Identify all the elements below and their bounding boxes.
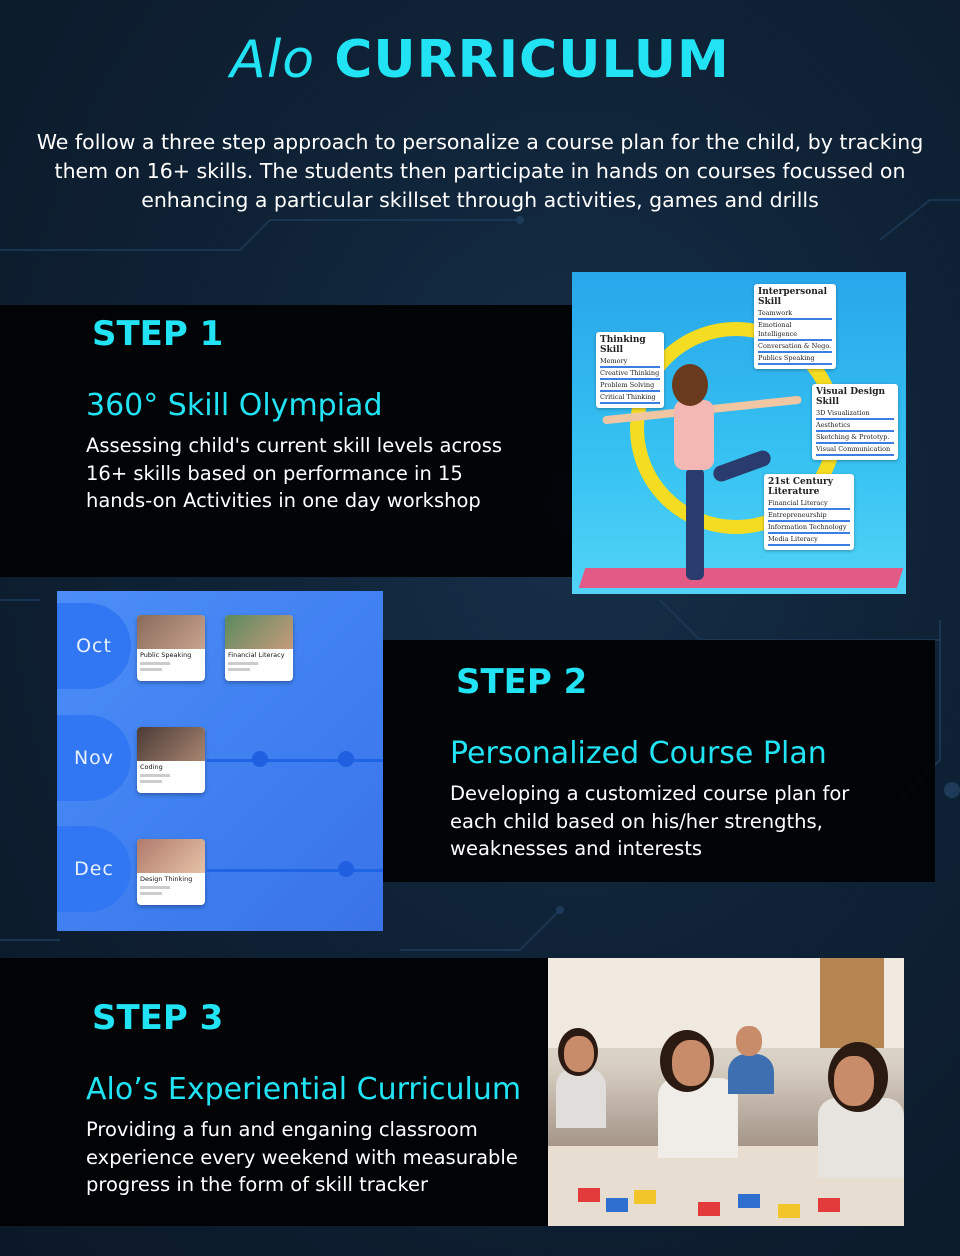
intro-text: We follow a three step approach to personalize a course plan for the child, by tracking them on 16+ skills. The students then participate in hands on courses focussed on enhancing a particular skillset through activities, games and drills <box>36 130 924 212</box>
step3-heading: Alo’s Experiential Curriculum <box>86 1072 522 1107</box>
step2-description: Developing a customized course plan for each child based on his/her strengths, weaknesses and interests <box>450 782 850 860</box>
event-detail <box>140 892 162 895</box>
skill-card-item: Publics Speaking <box>758 354 832 365</box>
skill-card-item: Aesthetics <box>816 421 894 432</box>
skill-card-item: Problem Solving <box>600 381 660 392</box>
step3-description: Providing a fun and enganing classroom experience every weekend with measurable progress in the form of skill tracker <box>86 1118 518 1196</box>
event-name: Design Thinking <box>140 875 193 883</box>
event-photo <box>137 839 205 873</box>
skill-card-title: Thinking Skill <box>600 335 646 355</box>
step3-label: STEP 3 <box>92 998 224 1038</box>
title-text: CURRICULUM <box>334 30 730 90</box>
game-tile <box>578 1188 600 1202</box>
timeline-dot <box>252 751 268 767</box>
event-card <box>137 615 205 681</box>
event-detail <box>228 662 258 665</box>
event-photo <box>137 615 205 649</box>
skill-card-item: Visual Communication <box>816 445 894 456</box>
student <box>658 1078 738 1158</box>
skill-card-item: Teamwork <box>758 309 832 320</box>
student-face <box>834 1056 874 1106</box>
girl-body <box>674 400 714 470</box>
girl-leg <box>686 468 704 580</box>
event-detail <box>228 668 250 671</box>
event-detail <box>140 662 170 665</box>
skill-card-item: Media Literacy <box>768 535 850 546</box>
skill-card-visual-design <box>812 384 898 460</box>
event-detail <box>140 774 170 777</box>
event-card <box>225 615 293 681</box>
skill-card-title: Interpersonal Skill <box>758 287 828 307</box>
skill-card-title: 21st Century Literature <box>768 477 833 497</box>
event-name: Coding <box>140 763 163 771</box>
student <box>728 1054 774 1094</box>
game-tile <box>738 1194 760 1208</box>
step2-heading: Personalized Course Plan <box>450 736 827 771</box>
event-detail <box>140 668 162 671</box>
month-oct: Oct <box>57 603 131 689</box>
classroom-photo <box>548 958 904 1226</box>
skill-card-item: 3D Visualization <box>816 409 894 420</box>
event-photo <box>225 615 293 649</box>
student <box>556 1068 606 1128</box>
event-detail <box>140 780 162 783</box>
month-dec: Dec <box>57 826 131 912</box>
game-tile <box>606 1198 628 1212</box>
classroom-door <box>820 958 884 1048</box>
event-card <box>137 727 205 793</box>
skill-card-item: Conversation & Nego. <box>758 342 832 353</box>
course-plan-timeline <box>57 591 383 931</box>
event-name: Financial Literacy <box>228 651 285 659</box>
skill-card-item: Memory <box>600 357 660 368</box>
skill-card-item: Entrepreneurship <box>768 511 850 522</box>
student-face <box>564 1036 594 1072</box>
timeline-dot <box>338 861 354 877</box>
event-detail <box>140 886 170 889</box>
step1-heading: 360° Skill Olympiad <box>86 388 383 423</box>
skill-card-item: Financial Literacy <box>768 499 850 510</box>
skill-card-item: Critical Thinking <box>600 393 660 404</box>
skill-card-item: Sketching & Prototyp. <box>816 433 894 444</box>
brand-name: Alo <box>230 30 316 90</box>
timeline-dot <box>338 751 354 767</box>
student-face <box>672 1040 710 1086</box>
skill-card-item: Emotional Intelligence <box>758 321 832 341</box>
game-tile <box>698 1202 720 1216</box>
timeline-line <box>207 759 383 762</box>
skill-card-interpersonal <box>754 284 836 369</box>
month-nov: Nov <box>57 715 131 801</box>
step1-label: STEP 1 <box>92 314 224 354</box>
step1-description: Assessing child's current skill levels across 16+ skills based on performance in 15 hands-on Activities in one day workshop <box>86 434 503 512</box>
student-face <box>736 1026 762 1056</box>
game-tile <box>634 1190 656 1204</box>
skill-card-thinking <box>596 332 664 408</box>
game-tile <box>778 1204 800 1218</box>
event-name: Public Speaking <box>140 651 192 659</box>
skill-card-item: Creative Thinking <box>600 369 660 380</box>
skill-card-title: Visual Design Skill <box>816 387 886 407</box>
skill-card-21st-century <box>764 474 854 550</box>
step2-label: STEP 2 <box>456 662 588 702</box>
timeline-line <box>207 869 383 872</box>
event-card <box>137 839 205 905</box>
skill-card-item: Information Technology <box>768 523 850 534</box>
girl-head <box>672 364 708 406</box>
skill-olympiad-illustration <box>572 272 906 594</box>
event-photo <box>137 727 205 761</box>
game-tile <box>818 1198 840 1212</box>
yoga-mat <box>579 568 903 588</box>
page-title <box>0 30 960 90</box>
